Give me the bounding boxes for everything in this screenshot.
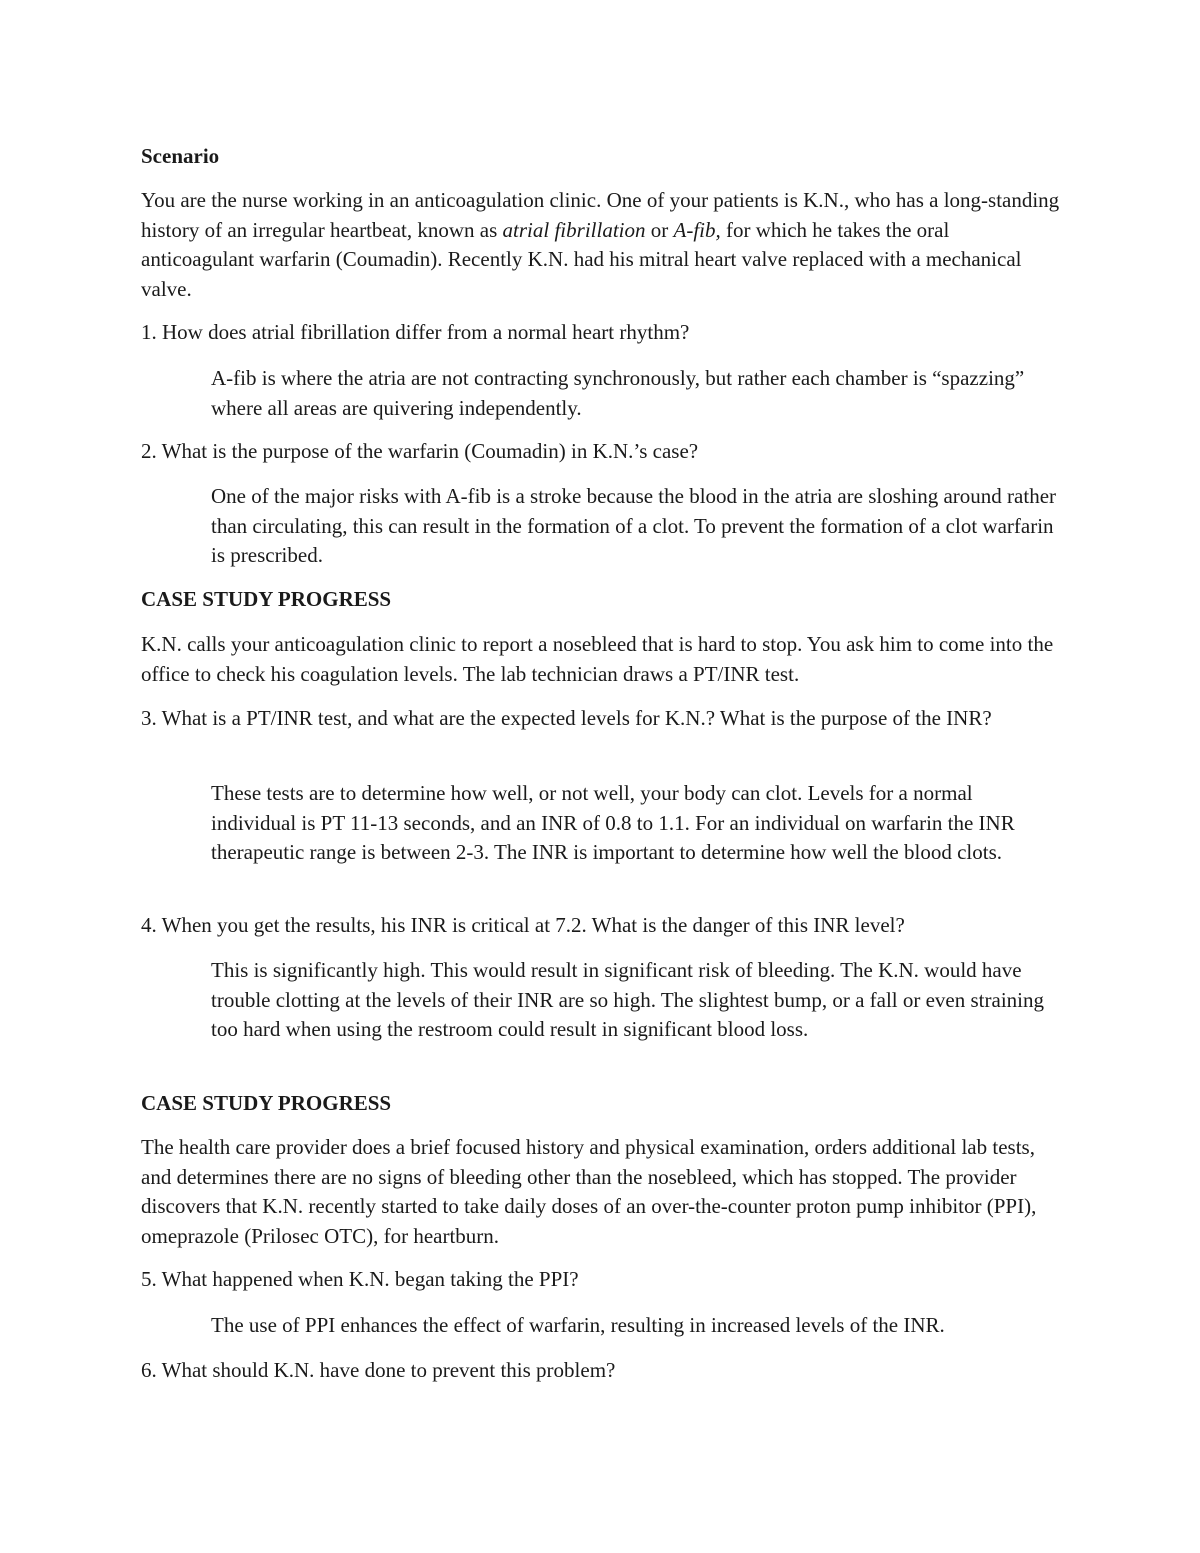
answer-4: This is significantly high. This would result in significant risk of bleeding. The K.N. would have trouble clotting at the levels of their INR are so high. The slightest bump, or a fall or even straining too hard when using the restroom could result in significant blood loss.: [211, 958, 1044, 1041]
scenario-heading: Scenario: [141, 144, 220, 168]
question-2: 2. What is the purpose of the warfarin (Coumadin) in K.N.’s case?: [141, 439, 699, 463]
scenario-text-part1: You are the nurse working in an anticoagulation clinic. One of your patients is K.N., who has a long-standing history of an irregular heartbeat, known as: [141, 188, 1060, 242]
question-1: 1. How does atrial fibrillation differ from a normal heart rhythm?: [141, 320, 690, 344]
term-a-fib: A-fib,: [673, 217, 721, 242]
case-study-progress-heading-2: CASE STUDY PROGRESS: [141, 1091, 392, 1115]
question-6: 6. What should K.N. have done to prevent this problem?: [141, 1358, 616, 1382]
term-atrial-fibrillation: atrial fibrillation: [502, 217, 646, 242]
question-5: 5. What happened when K.N. began taking the PPI?: [141, 1267, 579, 1291]
case-study-progress-heading-1: CASE STUDY PROGRESS: [141, 587, 392, 611]
question-3: 3. What is a PT/INR test, and what are the expected levels for K.N.? What is the purpose of the INR?: [141, 706, 992, 730]
scenario-text-part3: for which he takes the oral anticoagulant warfarin (Coumadin). Recently K.N. had his mitral heart valve replaced with a mechanical valve.: [141, 217, 1022, 301]
question-4: 4. When you get the results, his INR is critical at 7.2. What is the danger of this INR level?: [141, 913, 905, 937]
answer-3: These tests are to determine how well, or not well, your body can clot. Levels for a normal individual is PT 11-13 seconds, and an INR of 0.8 to 1.1. For an individual on warfarin the INR therapeutic range is between 2-3. The INR is important to determine how well the blood clots.: [211, 781, 1015, 864]
answer-2: One of the major risks with A-fib is a stroke because the blood in the atria are sloshing around rather than circulating, this can result in the formation of a clot. To prevent the formation of a clot warfarin is prescribed.: [211, 484, 1057, 567]
answer-1: A-fib is where the atria are not contracting synchronously, but rather each chamber is “spazzing” where all areas are quivering independently.: [211, 366, 1025, 420]
answer-5: The use of PPI enhances the effect of warfarin, resulting in increased levels of the INR.: [211, 1313, 945, 1337]
scenario-paragraph: [141, 186, 1061, 304]
case-study-progress-text-1: K.N. calls your anticoagulation clinic to report a nosebleed that is hard to stop. You ask him to come into the office to check his coagulation levels. The lab technician draws a PT/INR test.: [141, 632, 1054, 686]
case-study-progress-text-2: The health care provider does a brief focused history and physical examination, orders additional lab tests, and determines there are no signs of bleeding other than the nosebleed, which has stopped. The provider discovers that K.N. recently started to take daily doses of an over-the-counter proton pump inhibitor (PPI), omeprazole (Prilosec OTC), for heartburn.: [141, 1135, 1037, 1248]
scenario-text-part2: or: [645, 217, 674, 242]
